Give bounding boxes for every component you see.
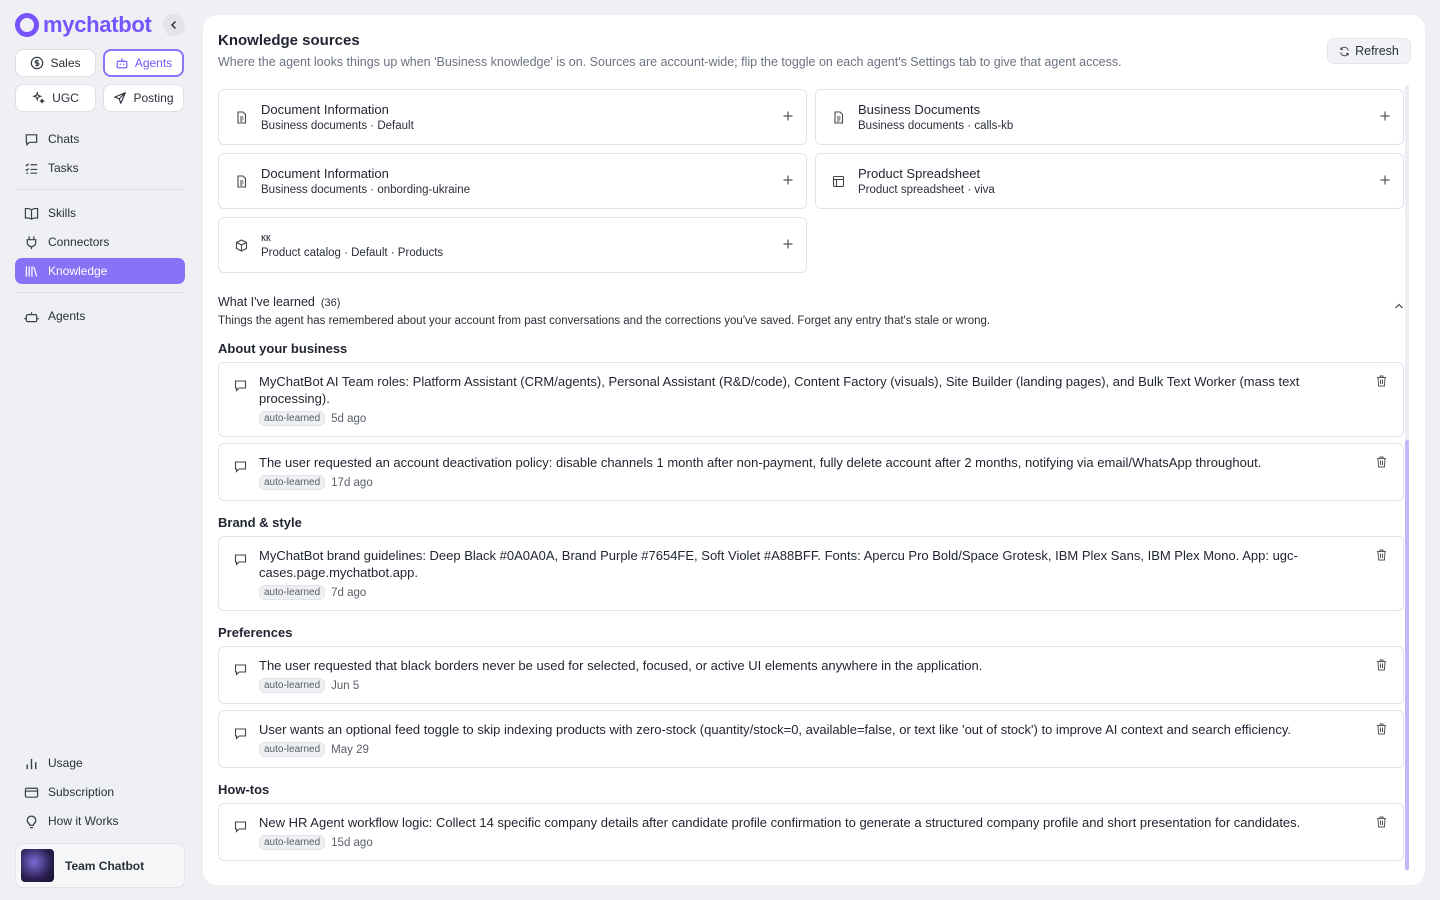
source-card[interactable] — [218, 153, 807, 209]
document-icon — [235, 111, 248, 124]
trash-icon[interactable] — [1376, 659, 1387, 671]
plus-icon — [783, 175, 793, 185]
status-badge: auto-learned — [259, 411, 325, 426]
team-name: Team Chatbot — [65, 858, 145, 873]
nav-label-agents: Agents — [48, 309, 86, 323]
nav-item-connectors[interactable] — [15, 229, 185, 255]
chevron-up-icon — [1394, 302, 1404, 310]
nav-item-agents[interactable] — [15, 303, 185, 329]
memory-item — [218, 646, 1404, 704]
memory-age: May 29 — [331, 743, 369, 756]
group-title: How-tos — [218, 782, 270, 797]
mode-posting-label: Posting — [133, 91, 174, 105]
status-badge: auto-learned — [259, 475, 325, 490]
source-meta: Business documents · Default — [261, 120, 414, 132]
brand-name: mychatbot — [43, 12, 152, 37]
memory-item — [218, 710, 1404, 768]
knowledge-content — [218, 89, 1408, 885]
chevron-left-icon — [169, 20, 179, 30]
avatar — [21, 849, 54, 882]
add-source-button[interactable] — [780, 109, 796, 125]
nav-label-chats: Chats — [48, 132, 80, 146]
trash-icon[interactable] — [1376, 549, 1387, 561]
add-source-button[interactable] — [780, 237, 796, 253]
learned-title: What I've learned — [218, 295, 315, 309]
trash-icon[interactable] — [1376, 456, 1387, 468]
learned-count: (36) — [320, 297, 341, 309]
document-icon — [832, 111, 845, 124]
memory-meta — [259, 585, 1353, 600]
message-icon — [234, 460, 247, 473]
memory-meta — [259, 411, 1353, 426]
message-icon — [234, 820, 247, 833]
memory-age: Jun 5 — [331, 679, 360, 692]
source-info — [261, 166, 470, 196]
memory-item — [218, 536, 1404, 611]
trash-icon[interactable] — [1376, 375, 1387, 387]
mode-ugc-label: UGC — [52, 91, 79, 105]
memory-meta — [259, 475, 1353, 490]
plus-icon — [1380, 175, 1390, 185]
bar-chart-icon — [24, 756, 39, 771]
memory-meta — [259, 742, 1353, 757]
team-switcher[interactable] — [15, 843, 185, 888]
status-badge: auto-learned — [259, 585, 325, 600]
nav-divider — [15, 292, 185, 293]
refresh-icon — [1339, 46, 1350, 57]
source-info — [858, 166, 995, 196]
source-info — [261, 102, 414, 132]
nav-label-how-it-works: How it Works — [48, 814, 119, 828]
nav-label-tasks: Tasks — [48, 161, 79, 175]
page-title: Knowledge sources — [218, 32, 360, 49]
mode-agents-button[interactable] — [103, 49, 184, 77]
sparkle-icon — [32, 91, 46, 105]
brand[interactable] — [15, 12, 185, 38]
nav-label-skills: Skills — [48, 206, 77, 220]
memory-item — [218, 443, 1404, 501]
memory-age: 17d ago — [331, 476, 373, 489]
memory-age: 7d ago — [331, 586, 367, 599]
page-subtitle: Where the agent looks things up when 'Business knowledge' is on. Sources are account-wide; flip the toggle on each agent's Settings tab to give that agent access. — [218, 55, 1122, 69]
message-icon — [234, 553, 247, 566]
nav-item-skills[interactable] — [15, 200, 185, 226]
group-title: About your business — [218, 341, 348, 356]
memory-text: User wants an optional feed toggle to skip indexing products with zero-stock (quantity/stock=0, available=false, or text like 'out of stock') to improve AI context and search efficiency. — [259, 722, 1292, 737]
memory-meta — [259, 835, 1353, 850]
add-source-button[interactable] — [1377, 109, 1393, 125]
nav-divider — [15, 189, 185, 190]
mode-ugc-button[interactable] — [15, 84, 96, 112]
source-info — [858, 102, 1013, 132]
memory-text: The user requested that black borders never be used for selected, focused, or active UI elements anywhere in the application. — [259, 658, 983, 673]
status-badge: auto-learned — [259, 742, 325, 757]
collapse-sidebar-button[interactable] — [163, 14, 185, 36]
main-nav — [15, 126, 185, 329]
task-list-icon — [24, 161, 39, 176]
send-icon — [113, 91, 127, 105]
memory-meta — [259, 678, 1353, 693]
nav-label-connectors: Connectors — [48, 235, 110, 249]
source-title: Document Information — [261, 166, 389, 181]
nav-item-tasks[interactable] — [15, 155, 185, 181]
spreadsheet-icon — [832, 175, 845, 188]
library-icon — [24, 264, 39, 279]
source-card[interactable] — [218, 89, 807, 145]
status-badge: auto-learned — [259, 835, 325, 850]
nav-item-usage[interactable] — [15, 750, 185, 776]
credit-card-icon — [24, 785, 39, 800]
mode-posting-button[interactable] — [103, 84, 184, 112]
source-title: Business Documents — [858, 102, 981, 117]
source-card[interactable] — [815, 89, 1404, 145]
collapse-learned-button[interactable] — [1394, 299, 1404, 313]
secondary-nav — [15, 750, 185, 837]
dollar-icon — [30, 56, 44, 70]
source-meta: Business documents · onbording-ukraine — [261, 184, 471, 196]
add-source-button[interactable] — [780, 173, 796, 189]
memory-age: 5d ago — [331, 412, 367, 425]
nav-item-subscription[interactable] — [15, 779, 185, 805]
sources-grid — [218, 89, 1404, 273]
mode-sales-button[interactable] — [15, 49, 96, 77]
memory-text: MyChatBot AI Team roles: Platform Assistant (CRM/agents), Personal Assistant (R&D/code), Content Factory (visuals), Site Builder (landing pages), and Bulk Text Worker (mass text processing). — [259, 374, 1300, 406]
source-card[interactable] — [218, 217, 807, 273]
source-title: Product Spreadsheet — [858, 166, 981, 181]
brand-logo-icon — [15, 13, 39, 37]
book-open-icon — [24, 206, 39, 221]
memory-text: New HR Agent workflow logic: Collect 14 specific company details after candidate profile confirmation to generate a structured company profile and short presentation for candidates. — [259, 815, 1301, 830]
nav-label-usage: Usage — [48, 756, 83, 770]
nav-item-how-it-works[interactable] — [15, 808, 185, 834]
bot-icon — [115, 56, 129, 70]
lightbulb-icon — [24, 814, 39, 829]
refresh-button[interactable] — [1327, 38, 1411, 64]
trash-icon[interactable] — [1376, 816, 1387, 828]
package-icon — [235, 239, 248, 252]
trash-icon[interactable] — [1376, 723, 1387, 735]
sidebar — [0, 0, 200, 900]
learned-header[interactable] — [218, 295, 1404, 309]
plus-icon — [783, 239, 793, 249]
nav-label-subscription: Subscription — [48, 785, 115, 799]
source-meta: Product spreadsheet · viva — [858, 184, 995, 196]
message-icon — [234, 379, 247, 392]
source-card[interactable] — [815, 153, 1404, 209]
refresh-label: Refresh — [1355, 44, 1399, 58]
nav-item-chats[interactable] — [15, 126, 185, 152]
bot-icon — [24, 309, 39, 324]
message-icon — [234, 663, 247, 676]
source-meta: Product catalog · Default · Products — [261, 246, 444, 259]
memory-age: 15d ago — [331, 836, 373, 849]
document-icon — [235, 175, 248, 188]
mode-switcher — [15, 49, 185, 112]
source-title: кк — [261, 231, 271, 244]
memory-item — [218, 803, 1404, 861]
memory-item — [218, 362, 1404, 437]
plug-icon — [24, 235, 39, 250]
learned-subtitle: Things the agent has remembered about your account from past conversations and the corrections you've saved. Forget any entry that's stale or wrong. — [218, 315, 991, 327]
status-badge: auto-learned — [259, 678, 325, 693]
memory-text: MyChatBot brand guidelines: Deep Black #0A0A0A, Brand Purple #7654FE, Soft Violet #A88BFF. Fonts: Apercu Pro Bold/Space Grotesk, IBM Plex Sans, IBM Plex Mono. App: ugc-cases.page.mychatbot.app. — [259, 548, 1298, 580]
chat-bubble-icon — [24, 132, 39, 147]
source-meta: Business documents · calls-kb — [858, 120, 1014, 132]
memory-text: The user requested an account deactivation policy: disable channels 1 month after non-payment, fully delete account after 2 months, notifying via email/WhatsApp throughout. — [259, 455, 1262, 470]
group-title: Preferences — [218, 625, 293, 640]
mode-sales-label: Sales — [50, 56, 81, 70]
main-panel — [203, 15, 1425, 885]
plus-icon — [1380, 111, 1390, 121]
source-info — [261, 232, 443, 259]
source-title: Document Information — [261, 102, 389, 117]
nav-item-knowledge[interactable] — [15, 258, 185, 284]
add-source-button[interactable] — [1377, 173, 1393, 189]
plus-icon — [783, 111, 793, 121]
mode-agents-label: Agents — [134, 56, 173, 70]
message-icon — [234, 727, 247, 740]
nav-label-knowledge: Knowledge — [48, 264, 108, 278]
group-title: Brand & style — [218, 515, 302, 530]
